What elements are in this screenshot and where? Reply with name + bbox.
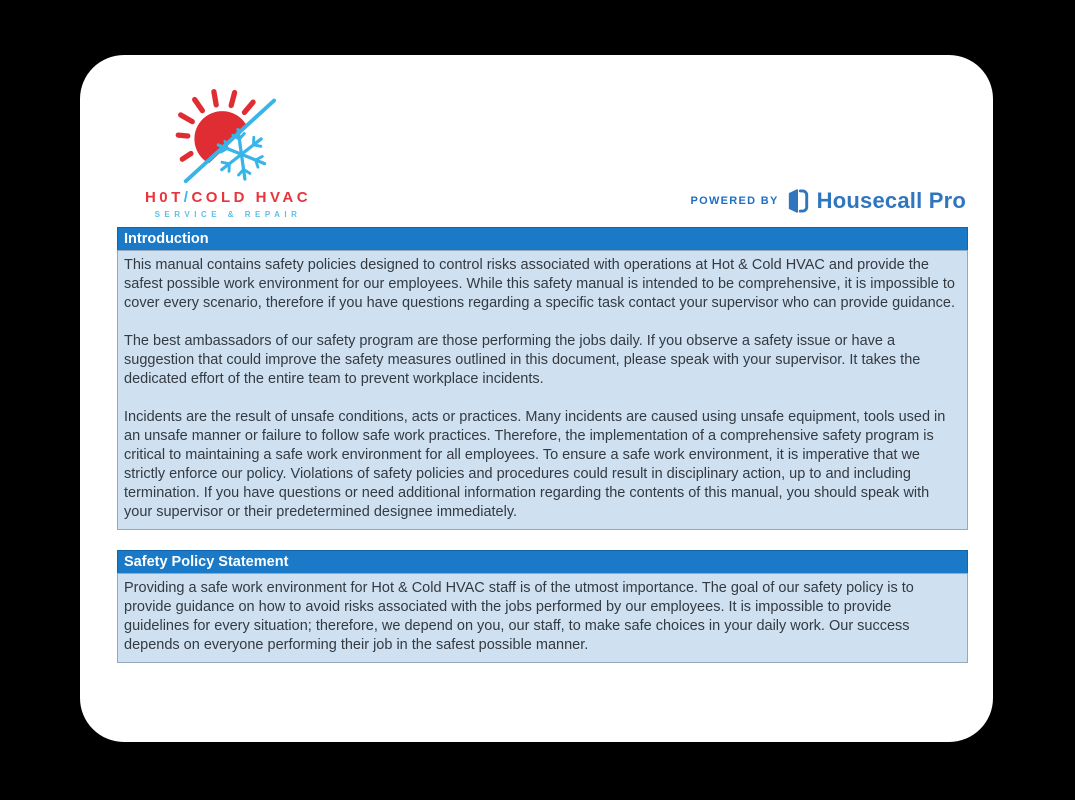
paragraph: Incidents are the result of unsafe conditions, acts or practices. Many incidents are caused using unsafe equipment, tools used in an unsafe manner or failure to follow safe work practices. Therefore, the implementation of a comprehensive safety program is critical to maintaining a safe work environment for all employees. To ensure a safe work environment, it is imperative that we strictly enforce our policy. Violations of safety policies and procedures could result in disciplinary action, up to and including termination. If you have questions or need additional information regarding the contents of this manual, you should speak with your supervisor or their predetermined designee immediately. bbox=[124, 409, 946, 520]
paragraph: This manual contains safety policies designed to control risks associated with operations at Hot & Cold HVAC and provide the safest possible work environment for our employees. While this safety manual is intended to be comprehensive, it is impossible to cover every scenario, therefore if you have questions regarding a specific task contact your supervisor who can provide guidance. bbox=[124, 257, 955, 311]
document-card bbox=[80, 55, 993, 742]
section-body bbox=[117, 573, 968, 663]
sun-snowflake-icon bbox=[174, 89, 282, 185]
company-name bbox=[110, 189, 346, 206]
company-name-cold: COLD HVAC bbox=[191, 189, 312, 206]
section-safety-policy-statement bbox=[117, 550, 968, 663]
company-tagline: SERVICE & REPAIR bbox=[154, 210, 302, 219]
housecall-pro-wordmark: Housecall Pro bbox=[816, 188, 966, 213]
section-body bbox=[117, 250, 968, 530]
company-name-slash: / bbox=[183, 189, 192, 206]
paragraph: The best ambassadors of our safety program are those performing the jobs daily. If you observe a safety issue or have a suggestion that could improve the safety measures outlined in this document, please speak with your supervisor. It takes the dedicated effort of the entire team to prevent workplace incidents. bbox=[124, 333, 921, 387]
section-introduction bbox=[117, 227, 968, 530]
section-title: Safety Policy Statement bbox=[117, 550, 968, 573]
company-logo bbox=[110, 89, 346, 219]
section-title: Introduction bbox=[117, 227, 968, 250]
paragraph: Providing a safe work environment for Hot & Cold HVAC staff is of the utmost importance. The goal of our safety policy is to provide guidance on how to avoid risks associated with the jobs performed by our employees. It is impossible to provide guidelines for every situation; therefore, we depend on you, our staff, to make safe choices in your daily work. Our success depends on everyone performing their job in the safest possible manner. bbox=[124, 580, 914, 653]
document-sections bbox=[117, 227, 968, 663]
housecall-pro-icon bbox=[787, 188, 809, 214]
powered-by-label: POWERED BY bbox=[690, 195, 779, 207]
powered-by-branding bbox=[690, 185, 966, 217]
company-name-hot: H0T bbox=[144, 189, 184, 206]
